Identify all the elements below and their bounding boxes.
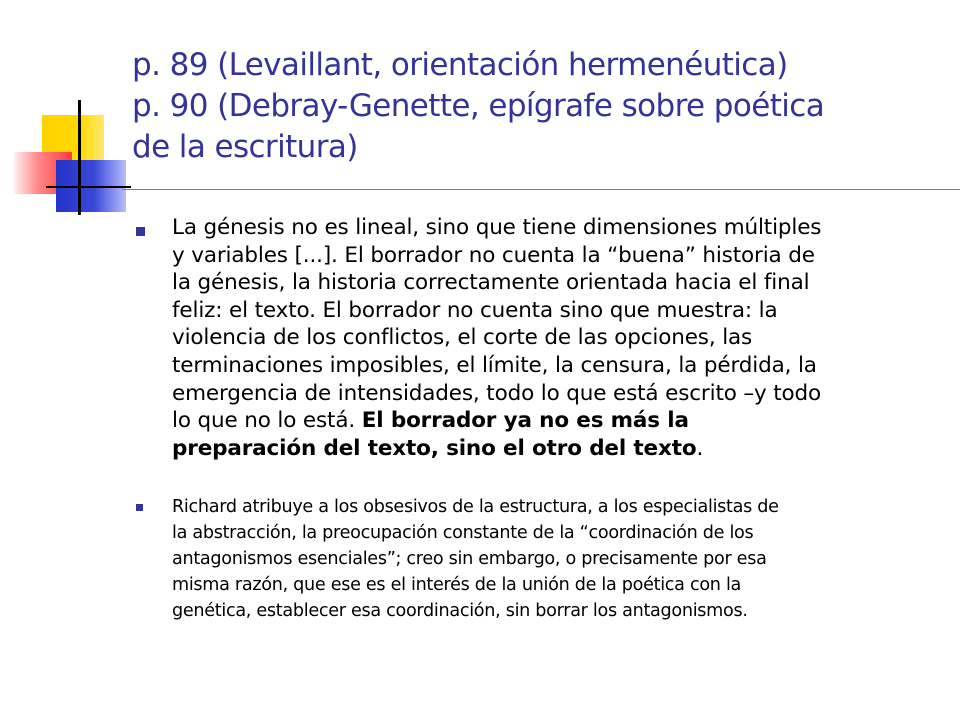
paragraph-line: Richard atribuye a los obsesivos de la estructura, a los especialistas de: [172, 497, 779, 517]
paragraph-line: misma razón, que ese es el interés de la unión de la poética con la: [172, 575, 742, 595]
paragraph-line: genética, establecer esa coordinación, sin borrar los antagonismos.: [172, 601, 748, 621]
title-line: de la escritura): [132, 129, 358, 165]
bullet-marker: [136, 227, 145, 236]
paragraph-line: [172, 407, 932, 435]
paragraph-line: La génesis no es lineal, sino que tiene dimensiones múltiples: [172, 215, 822, 240]
paragraph-line: [172, 435, 932, 463]
paragraph-line: violencia de los conflictos, el corte de las opciones, las: [172, 325, 753, 351]
bold-emphasis: El borrador ya no es más la: [361, 408, 689, 434]
horizontal-rule: [46, 186, 131, 188]
paragraph-line: antagonismos esenciales”; creo sin embargo, o precisamente por esa: [172, 549, 767, 569]
paragraph-line: la abstracción, la preocupación constante de la “coordinación de los: [172, 523, 754, 543]
vertical-rule: [78, 100, 81, 215]
paragraph-line: emergencia de intensidades, todo lo que está escrito –y todo: [172, 380, 822, 406]
paragraph-text: lo que no lo está.: [172, 408, 362, 434]
bullet-paragraph-2: [172, 494, 942, 624]
title-line: p. 90 (Debray-Genette, epígrafe sobre poética: [132, 88, 825, 124]
paragraph-line: la génesis, la historia correctamente orientada hacia el final: [172, 270, 810, 296]
slide-title: [132, 45, 942, 168]
paragraph-text: .: [696, 435, 704, 461]
paragraph-line: y variables [...]. El borrador no cuenta la “buena” historia de: [172, 242, 815, 268]
title-line: p. 89 (Levaillant, orientación hermenéutica): [132, 47, 788, 83]
title-underline: [122, 189, 960, 190]
bullet-marker: [136, 504, 143, 511]
paragraph-line: terminaciones imposibles, el límite, la censura, la pérdida, la: [172, 352, 817, 378]
bullet-paragraph-1: [172, 214, 932, 462]
bold-emphasis: preparación del texto, sino el otro del texto: [172, 435, 697, 461]
paragraph-line: feliz: el texto. El borrador no cuenta sino que muestra: la: [172, 297, 778, 323]
